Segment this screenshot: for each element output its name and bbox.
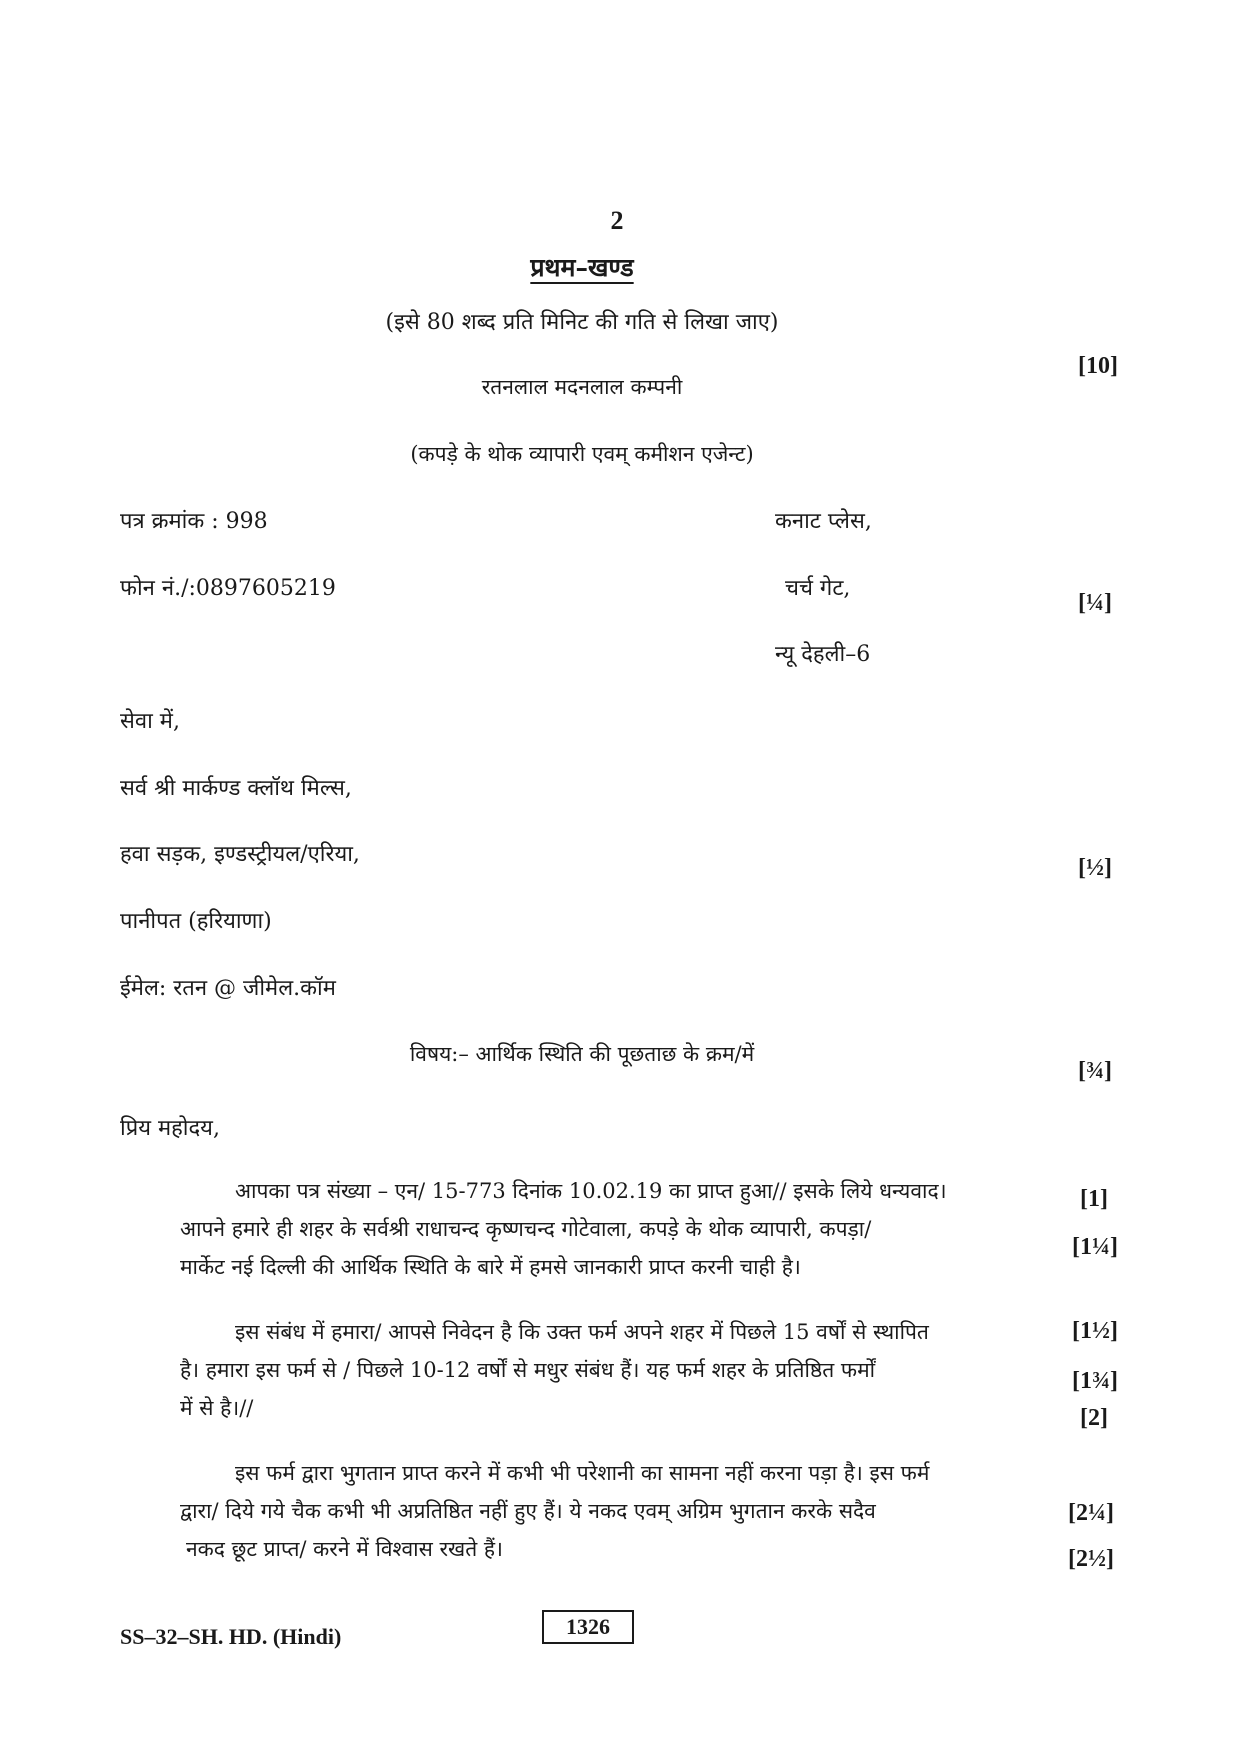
letter-number: पत्र क्रमांक : 998 xyxy=(120,509,268,534)
paragraph-mark: [2] xyxy=(1080,1405,1108,1431)
recipient-address1: हवा सड़क, इण्डस्ट्रीयल/एरिया, xyxy=(120,842,360,867)
paragraph-line: द्वारा/ दिये गये चैक कभी भी अप्रतिष्ठित नहीं हुए हैं। ये नकद एवम् अग्रिम भुगतान करके सदैव xyxy=(180,1499,876,1523)
subject-line: विषय:– आर्थिक स्थिति की पूछताछ के क्रम/में xyxy=(409,1042,755,1066)
paragraph-line: आपका पत्र संख्या – एन/ 15-773 दिनांक 10.02.19 का प्राप्त हुआ// इसके लिये धन्यवाद। xyxy=(235,1179,947,1203)
paragraph-line: मार्केट नई दिल्ली की आर्थिक स्थिति के बारे में हमसे जानकारी प्राप्त करनी चाही है। xyxy=(180,1255,801,1279)
paragraph-mark: [1¼] xyxy=(1072,1234,1118,1260)
phone-number: फोन नं./:0897605219 xyxy=(120,576,336,601)
paragraph-line: है। हमारा इस फर्म से / पिछले 10-12 वर्षों से मधुर संबंध हैं। यह फर्म शहर के प्रतिष्ठित फर्मों xyxy=(180,1358,876,1382)
sender-address-line3: न्यू देहली–6 xyxy=(775,642,871,667)
paragraph-mark: [1½] xyxy=(1072,1318,1118,1344)
paragraph-mark: [2¼] xyxy=(1068,1500,1114,1526)
paragraph-1 xyxy=(180,1172,947,1286)
subject-mark: [¾] xyxy=(1078,1058,1112,1084)
paragraph-3 xyxy=(180,1454,929,1568)
paragraph-line: इस संबंध में हमारा/ आपसे निवेदन है कि उक्त फर्म अपने शहर में पिछले 15 वर्षों से स्थापित xyxy=(235,1320,929,1344)
recipient-name: सर्व श्री मार्कण्ड क्लॉथ मिल्स, xyxy=(120,776,352,801)
recipient-email: ईमेल: रतन @ जीमेल.कॉम xyxy=(120,976,336,1001)
letterhead-mark: [¼] xyxy=(1078,590,1112,616)
greeting: प्रिय महोदय, xyxy=(120,1116,220,1141)
total-marks: [10] xyxy=(1078,353,1118,379)
recipient-mark: [½] xyxy=(1078,855,1112,881)
serial-number-box: 1326 xyxy=(542,1610,634,1644)
paragraph-2 xyxy=(180,1313,929,1427)
company-description: (कपड़े के थोक व्यापारी एवम् कमीशन एजेन्ट) xyxy=(410,442,754,466)
sender-address-line1: कनाट प्लेस, xyxy=(775,509,872,534)
paragraph-line: आपने हमारे ही शहर के सर्वश्री राधाचन्द कृष्णचन्द गोटेवाला, कपड़े के थोक व्यापारी, कपड़ा/ xyxy=(180,1217,872,1241)
paragraph-mark: [2½] xyxy=(1068,1546,1114,1572)
paragraph-line: में से है।// xyxy=(180,1396,254,1420)
paragraph-line: इस फर्म द्वारा भुगतान प्राप्त करने में कभी भी परेशानी का सामना नहीं करना पड़ा है। इस फर्म xyxy=(235,1461,930,1485)
paragraph-mark: [1] xyxy=(1080,1186,1108,1212)
section-title: प्रथम–खण्ड xyxy=(530,253,634,282)
paragraph-line: नकद छूट प्राप्त/ करने में विश्वास रखते हैं। xyxy=(186,1537,503,1561)
paragraph-mark: [1¾] xyxy=(1072,1368,1118,1394)
dictation-instruction: (इसे 80 शब्द प्रति मिनिट की गति से लिखा जाए) xyxy=(385,310,779,335)
salutation-to: सेवा में, xyxy=(120,709,180,734)
sender-address-line2: चर्च गेट, xyxy=(785,576,851,601)
recipient-address2: पानीपत (हरियाणा) xyxy=(120,909,272,934)
page-number: 2 xyxy=(610,206,624,235)
paper-code: SS–32–SH. HD. (Hindi) xyxy=(120,1624,342,1649)
company-name: रतनलाल मदनलाल कम्पनी xyxy=(481,375,683,399)
